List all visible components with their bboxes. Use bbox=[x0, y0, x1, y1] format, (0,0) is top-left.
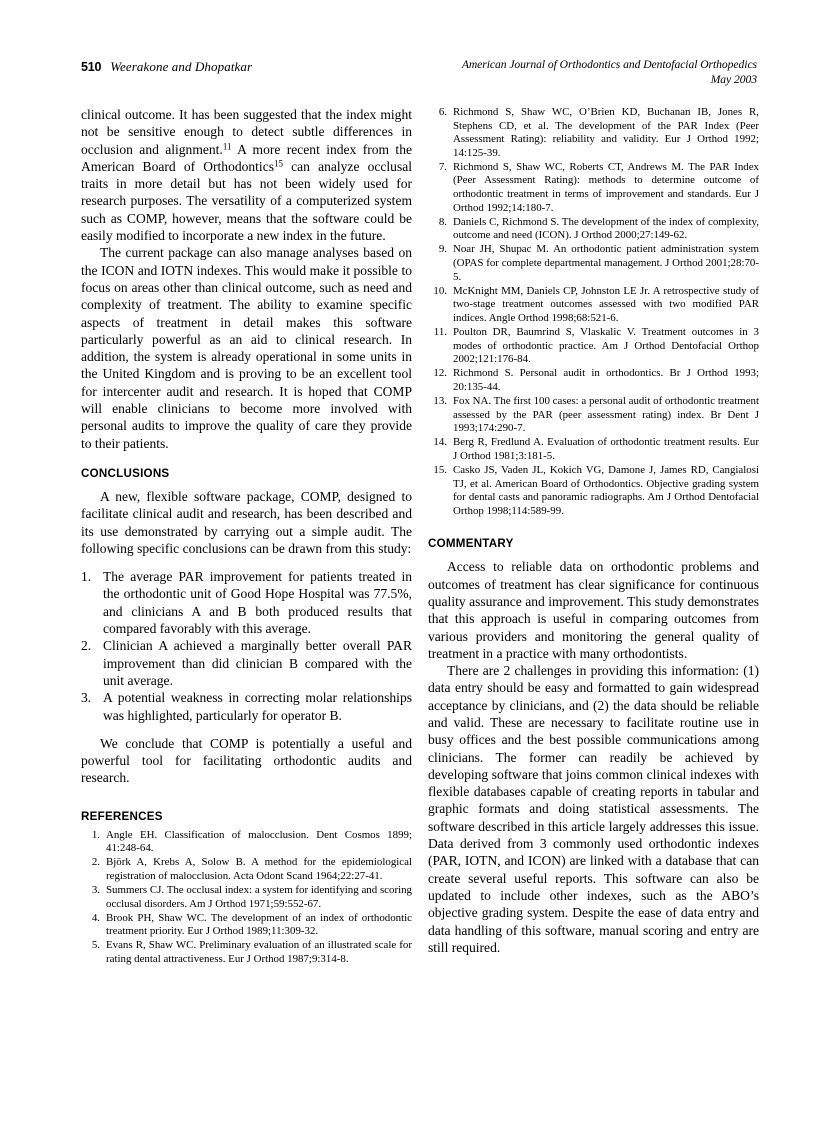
reference-text: Angle EH. Classification of malocclusion. Dent Cosmos 1899; 41:248-64. bbox=[106, 828, 412, 855]
reference-list-left bbox=[81, 829, 412, 967]
reference-number: 2. bbox=[91, 856, 100, 869]
reference-text: Richmond S, Shaw WC, Roberts CT, Andrews M. The PAR Index (Peer Assessment Rating): methods to determine outcome of orthodontic treatment in terms of improvement and standards. Eur J Orthod 1992;14:180-7. bbox=[453, 160, 759, 214]
reference-text: Fox NA. The first 100 cases: a personal audit of orthodontic treatment assessed by the PAR (peer assessment rating) index. Br Dent J 1993;174:290-7. bbox=[453, 394, 759, 435]
reference-item bbox=[428, 464, 759, 518]
reference-text: Brook PH, Shaw WC. The development of an index of orthodontic treatment priority. Eur J Orthod 1989;11:309-32. bbox=[106, 911, 412, 938]
page-number: 510 bbox=[81, 60, 102, 74]
running-head bbox=[81, 58, 757, 94]
conclusions-list bbox=[81, 568, 412, 724]
conclusions-heading: CONCLUSIONS bbox=[81, 466, 170, 480]
reference-number: 6. bbox=[438, 106, 447, 118]
reference-text: McKnight MM, Daniels CP, Johnston LE Jr. A retrospective study of two-stage treatment outcomes assessed with two modified PAR indices. Angle Orthod 1998;68:521-6. bbox=[453, 284, 759, 324]
reference-number: 1. bbox=[91, 828, 100, 841]
commentary-body bbox=[428, 558, 759, 956]
reference-item bbox=[81, 829, 412, 856]
reference-number: 5. bbox=[91, 939, 100, 952]
reference-item bbox=[428, 285, 759, 326]
running-head-right bbox=[462, 58, 757, 87]
reference-text: Evans R, Shaw WC. Preliminary evaluation of an illustrated scale for rating dental attractiveness. Eur J Orthod 1987;9:314-8. bbox=[106, 939, 412, 966]
reference-item bbox=[428, 326, 759, 367]
commentary-heading: COMMENTARY bbox=[428, 537, 514, 551]
running-head-left bbox=[81, 58, 252, 76]
references-heading: REFERENCES bbox=[81, 809, 163, 823]
journal-title: American Journal of Orthodontics and Dentofacial Orthopedics bbox=[461, 58, 757, 71]
reference-text: Noar JH, Shupac M. An orthodontic patient administration system (OPAS for complete departmental management. J Orthod 2001;28:70-5. bbox=[453, 243, 759, 283]
reference-number: 3. bbox=[91, 884, 100, 897]
reference-text: Richmond S, Shaw WC, O’Brien KD, Buchanan IB, Jones R, Stephens CD, et al. The development of the PAR Index (Peer Assessment Rating): reliability and validity. Eur J Orthod 1992; 14:125-39. bbox=[453, 106, 759, 159]
reference-number: 10. bbox=[433, 284, 447, 297]
continued-body-text bbox=[81, 106, 412, 452]
conclusions-intro-paragraph: A new, flexible software package, COMP, designed to facilitate clinical audit and research, has been described and its use demonstrated by carrying out a simple audit. The following specific conclusions can be drawn from this study: bbox=[81, 488, 412, 556]
reference-text: Casko JS, Vaden JL, Kokich VG, Damone J, James RD, Cangialosi TJ, et al. American Board of Orthodontics. Objective grading system for dental casts and panoramic radiographs. Am J Orthod Dentofacial Orthop 1998;114:589-99. bbox=[453, 463, 759, 517]
reference-item bbox=[428, 367, 759, 394]
right-column bbox=[428, 106, 759, 956]
citation-superscript: 11 bbox=[222, 140, 232, 151]
conclusion-item-number: 1. bbox=[81, 569, 92, 585]
reference-item bbox=[428, 161, 759, 215]
conclusion-item-text: Clinician A achieved a marginally better overall PAR improvement than did clinician B compared with the unit average. bbox=[103, 638, 412, 688]
citation-superscript: 15 bbox=[274, 158, 283, 169]
reference-item bbox=[428, 436, 759, 463]
conclusion-item-text: A potential weakness in correcting molar relationships was highlighted, particularly for operator B. bbox=[103, 690, 412, 723]
reference-list-right bbox=[428, 106, 759, 518]
reference-item bbox=[81, 856, 412, 883]
reference-number: 4. bbox=[91, 911, 100, 924]
left-column bbox=[81, 106, 412, 967]
reference-item bbox=[428, 243, 759, 284]
reference-item bbox=[81, 912, 412, 939]
body-paragraph: The current package can also manage analyses based on the ICON and IOTN indexes. This would make it possible to focus on areas other than clinical outcome, such as need and complexity of treatment. The ability to examine specific aspects of treatment in detail makes this software particularly powerful as an aid to clinical research. In addition, the system is already operational in some units in the United Kingdom and is proving to be an excellent tool for intercenter audit and research. It is hoped that COMP will enable clinicians to become more involved with personal audits to improve the quality of care they provide to their patients. bbox=[81, 245, 412, 451]
running-head-authors: Weerakone and Dhopatkar bbox=[110, 59, 253, 74]
commentary-paragraph: Access to reliable data on orthodontic problems and outcomes of treatment has clear significance for continuous quality assurance and improvement. This study demonstrates that this approach is useful in comparing outcomes from various providers and monitoring the general quality of treatment in a practice with many orthodontists. bbox=[428, 559, 759, 661]
reference-text: Richmond S. Personal audit in orthodontics. Br J Orthod 1993; 20:135-44. bbox=[453, 367, 759, 393]
conclusion-item-number: 3. bbox=[81, 690, 92, 706]
conclusion-item bbox=[81, 689, 412, 724]
reference-number: 7. bbox=[438, 160, 447, 173]
commentary-paragraph: There are 2 challenges in providing this information: (1) data entry should be easy and formatted to gain widespread acceptance by clinicians, and (2) the data should be reliable and valid. These are necessary to facilitate routine use in busy offices and the best possible communications among clinicians. The former can readily be achieved by developing software that joins common clinical indexes with flexible databases capable of creating reports in tabular and graphic formats and doing statistical assessments. The software described in this article largely addresses this issue. Data derived from 3 commonly used orthodontic indexes (PAR, IOTN, and ICON) are linked with a database that can create several useful reports. This software can also be updated to include other indexes, such as the ABO’s objective grading system. Despite the ease of data entry and data handling of this software, manual scoring and entry are still required. bbox=[428, 663, 759, 955]
reference-text: Poulton DR, Baumrind S, Vlaskalic V. Treatment outcomes in 3 modes of orthodontic practice. Am J Orthod Dentofacial Orthop 2002;121:176-84. bbox=[453, 326, 759, 366]
issue-date: May 2003 bbox=[710, 72, 757, 86]
reference-item bbox=[81, 939, 412, 966]
reference-number: 12. bbox=[433, 367, 447, 380]
conclusion-item bbox=[81, 568, 412, 637]
reference-text: Summers CJ. The occlusal index: a system for identifying and scoring occlusal disorders. Am J Orthod 1971;59:552-67. bbox=[106, 884, 412, 910]
reference-number: 11. bbox=[433, 326, 447, 338]
reference-item bbox=[428, 395, 759, 436]
reference-text: Daniels C, Richmond S. The development of the index of complexity, outcome and need (ICON). J Orthod 2000;27:149-62. bbox=[453, 215, 759, 242]
reference-text: Berg R, Fredlund A. Evaluation of orthodontic treatment results. Eur J Orthod 1981;3:181-5. bbox=[453, 436, 759, 462]
reference-item bbox=[81, 884, 412, 911]
reference-number: 15. bbox=[433, 463, 447, 476]
conclusion-item-number: 2. bbox=[81, 638, 92, 654]
reference-item bbox=[428, 216, 759, 243]
reference-number: 13. bbox=[433, 394, 447, 407]
conclusion-item-text: The average PAR improvement for patients treated in the orthodontic unit of Good Hope Hospital was 77.5%, and clinicians A and B both produced results that compared favorably with this average. bbox=[103, 569, 412, 637]
reference-number: 14. bbox=[433, 436, 447, 449]
reference-text: Björk A, Krebs A, Solow B. A method for the epidemiological registration of malocclusion. Acta Odont Scand 1964;22:27-41. bbox=[106, 856, 412, 882]
conclusion-item bbox=[81, 637, 412, 689]
body-paragraph: clinical outcome. It has been suggested that the index might not be sensitive enough to detect subtle differences in occlusion and alignment.$^{11}$ A more recent index from the American Board of Orthodontics$^{15}$ can analyze occlusal traits in more detail but has not been widely used for research purposes. The versatility of a computerized system such as COMP, however, means that the software could be easily modified to incorporate a new index in the future. bbox=[81, 107, 412, 244]
reference-item bbox=[428, 106, 759, 160]
reference-number: 8. bbox=[438, 215, 447, 228]
reference-number: 9. bbox=[438, 243, 447, 256]
conclusions-closing-paragraph: We conclude that COMP is potentially a useful and powerful tool for facilitating orthodontic audits and research. bbox=[81, 735, 412, 786]
